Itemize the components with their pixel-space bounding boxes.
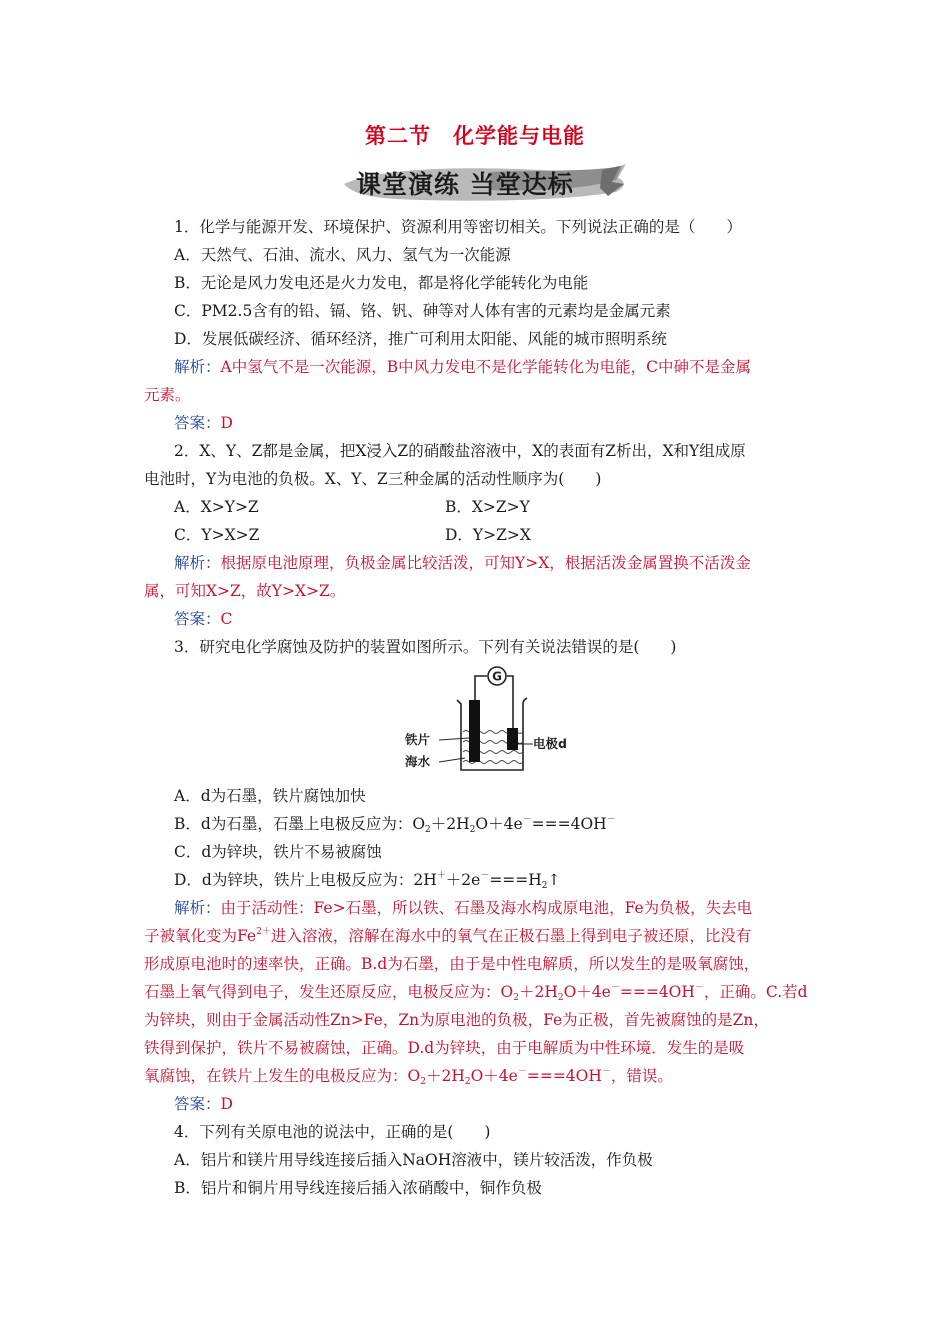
q2-options-row-2 — [174, 523, 774, 547]
q1-analysis — [174, 355, 751, 379]
q3-option-b: B．d为石墨，石墨上电极反应为：$O_2+2H_2O+4e^-===4OH^-$ — [174, 815, 616, 835]
q3-option-a: A．d为石墨，铁片腐蚀加快 — [174, 787, 366, 805]
q2-analysis — [174, 551, 751, 575]
q1-stem: 1．化学与能源开发、环境保护、资源利用等密切相关。下列说法正确的是（ ） — [174, 218, 742, 236]
analysis-label: 解析： — [174, 358, 221, 376]
q3-analysis-text-1: 由于活动性：Fe>石墨，所以铁、石墨及海水构成原电池，Fe为负极，失去电 — [220, 899, 753, 917]
q3-analysis-text-3: 形成原电池时的速率快，正确。B.d为石墨，由于是中性电解质，所以发生的是吸氧腐蚀， — [144, 955, 760, 973]
iron-label-line — [439, 738, 469, 740]
q3-analysis-text-2: 子被氧化变为$Fe^{2+}$进入溶液，溶解在海水中的氧气在正极石墨上得到电子被还原，比没有 — [144, 927, 752, 945]
corrosion-apparatus-diagram — [405, 658, 595, 778]
seawater-label: 海水 — [405, 754, 431, 769]
q3-analysis-text-4: 石墨上氧气得到电子，发生还原反应，电极反应为：$O_2+2H_2O+4e^-===4OH^-$，正确。C.若d — [144, 983, 808, 1003]
iron-sheet-electrode — [469, 700, 480, 762]
wire-right — [507, 676, 513, 728]
q2-answer-value: C — [220, 610, 233, 628]
answer-label: 答案： — [174, 414, 221, 432]
q1-option-d: D．发展低碳经济、循环经济，推广可利用太阳能、风能的城市照明系统 — [174, 330, 667, 348]
q1-option-b: B．无论是风力发电还是火力发电，都是将化学能转化为电能 — [174, 274, 589, 292]
q3-stem: 3．研究电化学腐蚀及防护的装置如图所示。下列有关说法错误的是( ) — [174, 638, 677, 656]
q1-analysis-text-1: A中氢气不是一次能源，B中风力发电不是化学能转化为电能，C中砷不是金属 — [220, 358, 751, 376]
electrode-d — [507, 728, 518, 750]
q2-analysis-text-1: 根据原电池原理，负极金属比较活泼，可知Y>X，根据活泼金属置换不活泼金 — [220, 554, 751, 572]
electrode-d-label: 电极d — [533, 736, 567, 751]
q1-answer-value: D — [220, 414, 233, 432]
q2-option-a: A．X>Y>Z — [174, 498, 259, 516]
section-title: 第二节 化学能与电能 — [365, 124, 585, 148]
q3-answer-value: D — [220, 1095, 233, 1113]
answer-label: 答案： — [174, 610, 221, 628]
q4-stem: 4．下列有关原电池的说法中，正确的是( ) — [174, 1123, 491, 1141]
section-banner — [0, 158, 950, 208]
analysis-label: 解析： — [174, 554, 221, 572]
q2-answer — [174, 607, 232, 631]
q3-analysis-text-6: 铁得到保护，铁片不易被腐蚀，正确。D.d为锌块，由于电解质为中性环境．发生的是吸 — [144, 1039, 745, 1057]
q2-option-d: D．Y>Z>X — [445, 526, 531, 544]
q2-stem-2: 电池时，Y为电池的负极。X、Y、Z三种金属的活动性顺序为( ) — [144, 470, 602, 488]
q4-option-a: A．铝片和镁片用导线连接后插入NaOH溶液中，镁片较活泼，作负极 — [174, 1151, 653, 1169]
analysis-label: 解析： — [174, 899, 221, 917]
answer-label: 答案： — [174, 1095, 221, 1113]
q3-analysis — [174, 896, 752, 920]
q3-analysis-text-7: 氧腐蚀，在铁片上发生的电极反应为：$O_2+2H_2O+4e^-===4OH^-$，错误。 — [144, 1067, 673, 1087]
q3-option-c: C．d为锌块，铁片不易被腐蚀 — [174, 843, 382, 861]
q3-answer — [174, 1092, 233, 1116]
q3-option-d: D．d为锌块，铁片上电极反应为：$2H^++2e^-===H_2↑$ — [174, 871, 561, 891]
q2-option-c: C．Y>X>Z — [174, 526, 260, 544]
galvanometer-label: G — [492, 669, 502, 684]
q3-analysis-text-5: 为锌块，则由于金属活动性Zn>Fe，Zn为原电池的负极，Fe为正极，首先被腐蚀的是Zn， — [144, 1011, 769, 1029]
q1-analysis-text-2: 元素。 — [144, 386, 191, 404]
q2-analysis-text-2: 属，可知X>Z，故Y>X>Z。 — [144, 582, 346, 600]
q2-options-row-1 — [174, 495, 774, 519]
iron-sheet-label: 铁片 — [405, 732, 431, 747]
q1-option-a: A．天然气、石油、流水、风力、氢气为一次能源 — [174, 246, 511, 264]
banner-text: 课堂演练 当堂达标 — [356, 170, 574, 199]
q1-answer — [174, 411, 233, 435]
q2-option-b: B．X>Z>Y — [445, 498, 530, 516]
q2-stem-1: 2．X、Y、Z都是金属，把X浸入Z的硝酸盐溶液中，X的表面有Z析出，X和Y组成原 — [174, 442, 746, 460]
q4-option-b: B．铝片和铜片用导线连接后插入浓硝酸中，铜作负极 — [174, 1179, 542, 1197]
q1-option-c: C．PM2.5含有的铅、镉、铬、钒、砷等对人体有害的元素均是金属元素 — [174, 302, 671, 320]
wire-left — [475, 676, 487, 700]
